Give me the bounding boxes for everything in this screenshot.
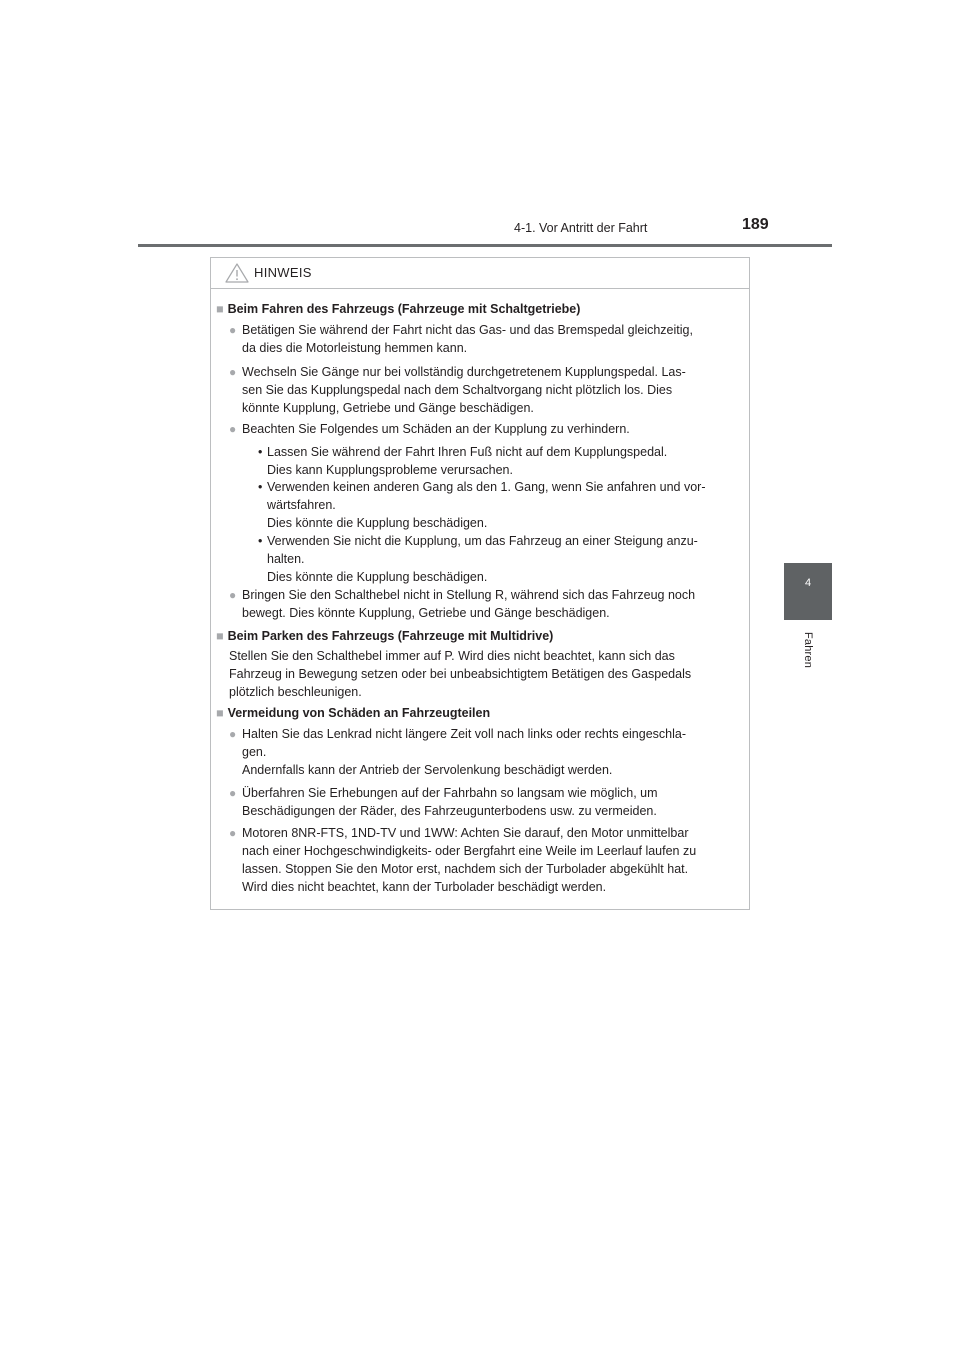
- bullet-marker: ●: [229, 727, 237, 741]
- text-line: Überfahren Sie Erhebungen auf der Fahrbahn so langsam wie möglich, um: [242, 786, 658, 800]
- text-line: Dies kann Kupplungsprobleme verursachen.: [267, 463, 513, 477]
- section-heading-text: Beim Parken des Fahrzeugs (Fahrzeuge mit Multidrive): [227, 629, 554, 643]
- text-line: halten.: [267, 552, 305, 566]
- text-line: plötzlich beschleunigen.: [229, 685, 362, 699]
- header-rule: [138, 244, 832, 247]
- sub-bullet-marker: •: [258, 445, 263, 459]
- text-line: gen.: [242, 745, 267, 759]
- bullet-marker: ●: [229, 826, 237, 840]
- notice-box: [210, 257, 750, 910]
- text-line: da dies die Motorleistung hemmen kann.: [242, 341, 468, 355]
- bullet-marker: ●: [229, 365, 237, 379]
- section-heading: [216, 300, 580, 318]
- text-line: Andernfalls kann der Antrieb der Servolenkung beschädigt werden.: [242, 763, 613, 777]
- text-line: Verwenden Sie nicht die Kupplung, um das Fahrzeug an einer Steigung anzu-: [267, 534, 698, 548]
- text-line: lassen. Stoppen Sie den Motor erst, nachdem sich der Turbolader abgekühlt hat.: [242, 862, 689, 876]
- text-line: Verwenden keinen anderen Gang als den 1. Gang, wenn Sie anfahren und vor-: [267, 480, 706, 494]
- bullet-text: [242, 586, 744, 622]
- text-line: Dies könnte die Kupplung beschädigen.: [267, 570, 488, 584]
- warning-triangle-icon: [225, 263, 249, 283]
- sub-bullet-text: [267, 478, 744, 532]
- text-line: wärtsfahren.: [267, 498, 336, 512]
- text-line: Betätigen Sie während der Fahrt nicht das Gas- und das Bremspedal gleichzeitig,: [242, 323, 693, 337]
- section-marker: ■: [216, 302, 224, 316]
- text-line: Beschädigungen der Räder, des Fahrzeugunterbodens usw. zu vermeiden.: [242, 804, 657, 818]
- section-marker: ■: [216, 629, 224, 643]
- bullet-text: [242, 824, 744, 896]
- notice-header: [211, 258, 749, 289]
- section-marker: ■: [216, 706, 224, 720]
- text-line: Motoren 8NR-FTS, 1ND-TV und 1WW: Achten Sie darauf, den Motor unmittelbar: [242, 826, 689, 840]
- notice-title: HINWEIS: [254, 265, 312, 280]
- sub-bullet-text: [267, 443, 744, 479]
- text-line: nach einer Hochgeschwindigkeits- oder Bergfahrt eine Weile im Leerlauf laufen zu: [242, 844, 697, 858]
- chapter-tab-rule: [784, 619, 832, 620]
- bullet-text: [242, 420, 744, 438]
- chapter-label: Fahren: [802, 632, 814, 669]
- section-heading-text: Vermeidung von Schäden an Fahrzeugteilen: [227, 706, 491, 720]
- sub-bullet-marker: •: [258, 480, 263, 494]
- text-line: sen Sie das Kupplungspedal nach dem Schaltvorgang nicht plötzlich los. Dies: [242, 383, 673, 397]
- section-heading: [216, 704, 490, 722]
- text-line: Wird dies nicht beachtet, kann der Turbolader beschädigt werden.: [242, 880, 607, 894]
- section-heading: [216, 627, 553, 645]
- bullet-text: [242, 725, 744, 779]
- page-number: 189: [742, 216, 769, 233]
- chapter-tab-number: 4: [804, 577, 812, 589]
- text-line: Dies könnte die Kupplung beschädigen.: [267, 516, 488, 530]
- chapter-tab: [784, 563, 832, 619]
- text-line: bewegt. Dies könnte Kupplung, Getriebe und Gänge beschädigen.: [242, 606, 610, 620]
- text-line: Beachten Sie Folgendes um Schäden an der Kupplung zu verhindern.: [242, 422, 630, 436]
- bullet-marker: ●: [229, 786, 237, 800]
- text-line: Lassen Sie während der Fahrt Ihren Fuß nicht auf dem Kupplungspedal.: [267, 445, 668, 459]
- text-line: könnte Kupplung, Getriebe und Gänge beschädigen.: [242, 401, 534, 415]
- bullet-marker: ●: [229, 588, 237, 602]
- bullet-marker: ●: [229, 422, 237, 436]
- text-line: Wechseln Sie Gänge nur bei vollständig durchgetretenem Kupplungspedal. Las-: [242, 365, 686, 379]
- sub-bullet-marker: •: [258, 534, 263, 548]
- sub-bullet-text: [267, 532, 744, 586]
- page-header-section: 4-1. Vor Antritt der Fahrt: [514, 221, 648, 235]
- bullet-text: [242, 363, 744, 417]
- bullet-text: [242, 321, 744, 357]
- section-heading-text: Beim Fahren des Fahrzeugs (Fahrzeuge mit Schaltgetriebe): [227, 302, 581, 316]
- text-line: Halten Sie das Lenkrad nicht längere Zeit voll nach links oder rechts eingeschla-: [242, 727, 686, 741]
- paragraph: [229, 647, 744, 701]
- bullet-text: [242, 784, 744, 820]
- text-line: Stellen Sie den Schalthebel immer auf P. Wird dies nicht beachtet, kann sich das: [229, 649, 675, 663]
- text-line: Fahrzeug in Bewegung setzen oder bei unbeabsichtigtem Betätigen des Gaspedals: [229, 667, 692, 681]
- text-line: Bringen Sie den Schalthebel nicht in Stellung R, während sich das Fahrzeug noch: [242, 588, 696, 602]
- bullet-marker: ●: [229, 323, 237, 337]
